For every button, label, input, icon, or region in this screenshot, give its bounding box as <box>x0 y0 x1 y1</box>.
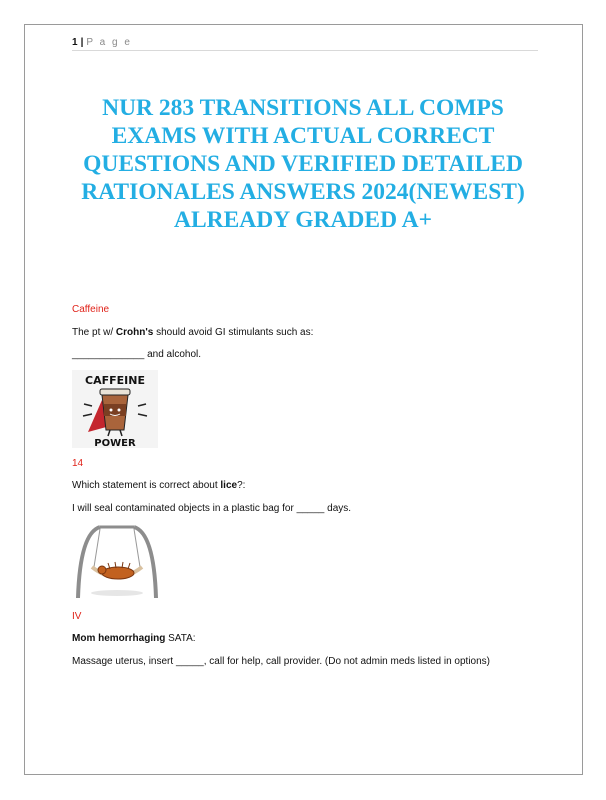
page-label: P a g e <box>86 37 132 48</box>
question-keyword: lice <box>220 480 238 491</box>
caffeine-power-image <box>72 370 158 448</box>
question-hemorrhage: Mom hemorrhaging SATA: <box>72 633 196 644</box>
fill-blank: _____ <box>296 503 325 514</box>
svg-text:CAFFEINE: CAFFEINE <box>85 374 145 387</box>
coffee-cup-icon <box>72 370 158 448</box>
page-header <box>72 37 538 51</box>
louse-hammock-image <box>72 523 162 598</box>
fill-blank: _____________ <box>72 349 145 360</box>
fill-blank: _____ <box>175 656 204 667</box>
svg-text:POWER: POWER <box>94 438 136 448</box>
document-title: NUR 283 TRANSITIONS ALL COMPS EXAMS WITH ACTUAL CORRECT QUESTIONS AND VERIFIED DETAILED RATIONALES ANSWERS 2024(NEWEST) ALREADY GRADED A+ <box>81 95 525 233</box>
question-crohns: The pt w/ Crohn's should avoid GI stimulants such as: <box>72 327 314 338</box>
header-separator: | <box>80 37 84 48</box>
answer-iv: IV <box>72 611 82 622</box>
question-lice-line2: I will seal contaminated objects in a plastic bag for _____ days. <box>72 503 352 514</box>
question-crohns-line2: _____________ and alcohol. <box>72 349 202 360</box>
question-keyword: Crohn's <box>115 327 154 338</box>
louse-icon <box>72 523 162 598</box>
question-hemorrhage-line2: Massage uterus, insert _____, call for help, call provider. (Do not admin meds listed in options) <box>72 656 490 667</box>
question-keyword: Mom hemorrhaging <box>72 633 166 644</box>
answer-caffeine: Caffeine <box>72 304 110 315</box>
question-lice: Which statement is correct about lice?: <box>72 480 246 491</box>
page-number: 1 <box>72 37 78 48</box>
answer-14: 14 <box>72 458 84 469</box>
